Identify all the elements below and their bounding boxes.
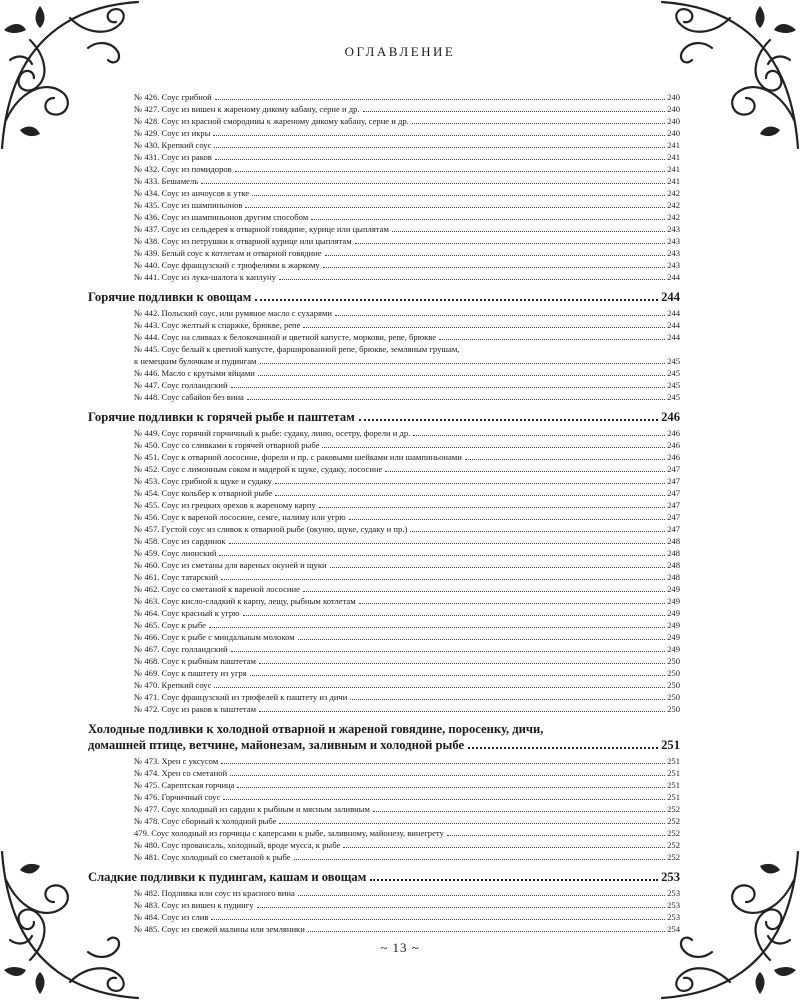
toc-page-number: 244 bbox=[667, 320, 680, 330]
toc-entry[interactable] bbox=[88, 619, 680, 631]
toc-page-number: 245 bbox=[667, 368, 680, 378]
toc-entry-title: № 472. Соус из раков к паштетам bbox=[134, 704, 257, 714]
toc-entry[interactable] bbox=[88, 559, 680, 571]
dot-leader bbox=[392, 231, 665, 232]
dot-leader bbox=[298, 639, 665, 640]
dot-leader bbox=[201, 183, 665, 184]
toc-entry-title: № 435. Соус из шампиньонов bbox=[134, 200, 243, 210]
page-title: ОГЛАВЛЕНИЕ bbox=[344, 44, 456, 59]
toc-entry-title: № 460. Соус из сметаны для вареных окуней и щуки bbox=[134, 560, 327, 570]
dot-leader bbox=[349, 519, 665, 520]
toc-page-number: 252 bbox=[667, 816, 680, 826]
toc-page-number: 240 bbox=[667, 128, 680, 138]
toc-page-number: 250 bbox=[667, 680, 680, 690]
toc-page-number: 245 bbox=[667, 380, 680, 390]
dot-leader bbox=[213, 135, 665, 136]
dot-leader bbox=[322, 447, 665, 448]
toc-page-number: 247 bbox=[667, 500, 680, 510]
toc-entry-title: № 446. Масло с крутыми яйцами bbox=[134, 368, 255, 378]
toc-entry[interactable] bbox=[88, 379, 680, 391]
toc-entry-title: № 458. Соус из сардинок bbox=[134, 536, 226, 546]
dot-leader bbox=[243, 615, 666, 616]
toc-page-number: 247 bbox=[667, 488, 680, 498]
toc-entry[interactable] bbox=[88, 367, 680, 379]
toc-entry-title: № 449. Соус горячий горчичный к рыбе: судаку, линю, осетру, форели и др. bbox=[134, 428, 411, 438]
toc-entry-title: № 464. Соус красный к угрю bbox=[134, 608, 240, 618]
dot-leader bbox=[223, 799, 665, 800]
toc-entry-title: № 431. Соус из раков bbox=[134, 152, 212, 162]
toc-entry-title: № 475. Сарептская горчица bbox=[134, 780, 235, 790]
page-number: ~ 13 ~ bbox=[380, 940, 420, 955]
table-of-contents bbox=[88, 91, 680, 935]
dot-leader bbox=[413, 435, 665, 436]
toc-page-number: 247 bbox=[667, 512, 680, 522]
dot-leader bbox=[255, 299, 658, 301]
toc-page-number: 244 bbox=[667, 308, 680, 318]
toc-entry-title: № 478. Соус сборный к холодной рыбе bbox=[134, 816, 277, 826]
toc-entry[interactable] bbox=[88, 571, 680, 583]
toc-entry-title: № 453. Соус грибной к щуке и судаку bbox=[134, 476, 272, 486]
toc-page-number: 253 bbox=[667, 900, 680, 910]
toc-entry[interactable] bbox=[88, 451, 680, 463]
toc-page-number: 249 bbox=[667, 632, 680, 642]
toc-entry-title: № 450. Соус со сливками к горячей отварной рыбе bbox=[134, 440, 320, 450]
toc-page-number: 246 bbox=[667, 452, 680, 462]
toc-entry[interactable] bbox=[88, 427, 680, 439]
toc-entry[interactable] bbox=[88, 475, 680, 487]
dot-leader bbox=[219, 555, 665, 556]
toc-entry-title: к немецким булочкам и пудингам bbox=[134, 356, 257, 366]
toc-page-number: 251 bbox=[667, 756, 680, 766]
dot-leader bbox=[214, 147, 665, 148]
toc-entry-title: № 477. Соус холодный из сардин к рыбным и мясным заливным bbox=[134, 804, 370, 814]
toc-entry-title: № 439. Белый соус к котлетам и отварной говядине bbox=[134, 248, 322, 258]
toc-page-number: 248 bbox=[667, 560, 680, 570]
dot-leader bbox=[231, 387, 666, 388]
dot-leader bbox=[447, 835, 665, 836]
dot-leader bbox=[275, 483, 665, 484]
toc-entry[interactable] bbox=[88, 319, 680, 331]
toc-entry-title: № 484. Соус из слив bbox=[134, 912, 209, 922]
toc-entry-title: № 443. Соус желтый к спаржке, брюкве, репе bbox=[134, 320, 301, 330]
toc-entry-title: № 433. Бешамель bbox=[134, 176, 199, 186]
toc-entry[interactable] bbox=[88, 691, 680, 703]
toc-entry[interactable] bbox=[88, 511, 680, 523]
toc-entry[interactable] bbox=[88, 127, 680, 139]
toc-entry[interactable] bbox=[88, 355, 680, 367]
toc-page-number: 253 bbox=[661, 870, 680, 884]
toc-entry[interactable] bbox=[88, 791, 680, 803]
toc-page-number: 242 bbox=[667, 188, 680, 198]
toc-entry[interactable] bbox=[88, 463, 680, 475]
toc-entry[interactable] bbox=[88, 703, 680, 715]
toc-entry-title: № 432. Соус из помидоров bbox=[134, 164, 232, 174]
toc-page-number: 241 bbox=[667, 140, 680, 150]
toc-page-number: 243 bbox=[667, 236, 680, 246]
toc-entry[interactable] bbox=[88, 803, 680, 815]
toc-entry[interactable] bbox=[88, 331, 680, 343]
toc-entry[interactable] bbox=[88, 211, 680, 223]
toc-entry-title: № 441. Соус из лука-шалота к каплуну bbox=[134, 272, 276, 282]
toc-section-heading[interactable] bbox=[88, 869, 680, 885]
dot-leader bbox=[343, 847, 665, 848]
dot-leader bbox=[359, 419, 658, 421]
toc-entry-title: № 473. Хрен с уксусом bbox=[134, 756, 219, 766]
toc-entry-title: № 481. Соус холодный со сметаной к рыбе bbox=[134, 852, 291, 862]
dot-leader bbox=[259, 663, 665, 664]
toc-entry[interactable] bbox=[88, 655, 680, 667]
toc-entry-title: № 429. Соус из икры bbox=[134, 128, 211, 138]
dot-leader bbox=[215, 99, 665, 100]
toc-entry[interactable] bbox=[88, 103, 680, 115]
toc-entry-title: № 454. Соус кольбер к отварной рыбе bbox=[134, 488, 273, 498]
toc-page-number: 252 bbox=[667, 828, 680, 838]
toc-page-number: 248 bbox=[667, 548, 680, 558]
dot-leader bbox=[231, 651, 666, 652]
toc-entry-title: № 465. Соус к рыбе bbox=[134, 620, 206, 630]
toc-entry-title: № 471. Соус французский из трюфелей к паштету из дичи bbox=[134, 692, 348, 702]
toc-entry-title: № 467. Соус голландский bbox=[134, 644, 228, 654]
dot-leader bbox=[221, 763, 665, 764]
toc-page-number: 241 bbox=[667, 152, 680, 162]
toc-page-number: 248 bbox=[667, 536, 680, 546]
toc-page-number: 249 bbox=[667, 608, 680, 618]
toc-entry-title: № 470. Крепкий соус bbox=[134, 680, 212, 690]
toc-page-number: 253 bbox=[667, 888, 680, 898]
toc-entry[interactable] bbox=[88, 679, 680, 691]
toc-page-number: 252 bbox=[667, 804, 680, 814]
dot-leader bbox=[235, 171, 665, 172]
toc-page-number: 242 bbox=[667, 212, 680, 222]
toc-page-number: 251 bbox=[661, 738, 680, 752]
dot-leader bbox=[250, 675, 665, 676]
toc-entry-title: № 463. Соус кисло-сладкий к карпу, лещу, рыбным котлетам bbox=[134, 596, 356, 606]
dot-leader bbox=[363, 111, 666, 112]
toc-entry-title: № 440. Соус французский с трюфелями к жаркому bbox=[134, 260, 320, 270]
toc-page-number: 247 bbox=[667, 476, 680, 486]
section-title-line: Горячие подливки к овощам bbox=[88, 290, 252, 304]
toc-entry-title: № 457. Густой соус из сливок к отварной рыбе (окуню, щуке, судаку и пр.) bbox=[134, 524, 408, 534]
toc-page-number: 252 bbox=[667, 852, 680, 862]
dot-leader bbox=[245, 207, 665, 208]
dot-leader bbox=[211, 919, 665, 920]
toc-entry[interactable] bbox=[88, 779, 680, 791]
toc-entry-title: № 430. Крепкий соус bbox=[134, 140, 212, 150]
toc-entry[interactable] bbox=[88, 755, 680, 767]
dot-leader bbox=[465, 459, 665, 460]
toc-section-heading[interactable] bbox=[88, 409, 680, 425]
toc-entry-title: № 452. Соус с лимонным соком и мадерой к щуке, судаку, лососине bbox=[134, 464, 383, 474]
dot-leader bbox=[373, 811, 665, 812]
dot-leader bbox=[412, 123, 665, 124]
toc-page-number: 246 bbox=[661, 410, 680, 424]
toc-page-number: 243 bbox=[667, 260, 680, 270]
dot-leader bbox=[247, 399, 665, 400]
dot-leader bbox=[258, 375, 665, 376]
corner-ornament-icon bbox=[660, 0, 800, 150]
toc-page-number: 242 bbox=[667, 200, 680, 210]
dot-leader bbox=[303, 327, 665, 328]
section-title-line: Сладкие подливки к пудингам, кашам и овощам bbox=[88, 870, 367, 884]
dot-leader bbox=[259, 711, 665, 712]
toc-page-number: 244 bbox=[667, 332, 680, 342]
dot-leader bbox=[275, 495, 665, 496]
toc-entry[interactable] bbox=[88, 91, 680, 103]
toc-page-number: 247 bbox=[667, 524, 680, 534]
toc-page-number: 243 bbox=[667, 224, 680, 234]
toc-entry-title: № 474. Хрен со сметаной bbox=[134, 768, 228, 778]
toc-page-number: 240 bbox=[667, 92, 680, 102]
toc-entry[interactable] bbox=[88, 839, 680, 851]
dot-leader bbox=[257, 907, 666, 908]
toc-page-number: 251 bbox=[667, 792, 680, 802]
toc-entry[interactable] bbox=[88, 583, 680, 595]
toc-entry[interactable] bbox=[88, 151, 680, 163]
toc-section-heading[interactable] bbox=[88, 721, 680, 753]
toc-page-number: 251 bbox=[667, 768, 680, 778]
toc-entry[interactable] bbox=[88, 259, 680, 271]
toc-entry-title: № 476. Горчичный соус bbox=[134, 792, 221, 802]
dot-leader bbox=[209, 627, 665, 628]
toc-page-number: 249 bbox=[667, 644, 680, 654]
dot-leader bbox=[279, 823, 665, 824]
toc-entry-title: № 426. Соус грибной bbox=[134, 92, 212, 102]
toc-entry[interactable] bbox=[88, 487, 680, 499]
dot-leader bbox=[323, 267, 665, 268]
dot-leader bbox=[214, 687, 665, 688]
toc-entry-title: № 447. Соус голландский bbox=[134, 380, 228, 390]
dot-leader bbox=[335, 315, 665, 316]
dot-leader bbox=[319, 507, 665, 508]
toc-page-number: 252 bbox=[667, 840, 680, 850]
dot-leader bbox=[298, 895, 665, 896]
toc-entry-title: № 469. Соус к паштету из угря bbox=[134, 668, 247, 678]
toc-entry-title: № 461. Соус татарский bbox=[134, 572, 219, 582]
toc-entry[interactable] bbox=[88, 827, 680, 839]
toc-page-number: 250 bbox=[667, 668, 680, 678]
dot-leader bbox=[370, 879, 658, 881]
toc-entry[interactable] bbox=[88, 175, 680, 187]
toc-entry-title: № 466. Соус к рыбе с миндальным молоком bbox=[134, 632, 295, 642]
dot-leader bbox=[221, 579, 665, 580]
toc-page-number: 250 bbox=[667, 656, 680, 666]
toc-entry[interactable] bbox=[88, 199, 680, 211]
toc-entry[interactable] bbox=[88, 547, 680, 559]
dot-leader bbox=[252, 195, 665, 196]
toc-page-number: 240 bbox=[667, 116, 680, 126]
toc-entry[interactable] bbox=[88, 247, 680, 259]
dot-leader bbox=[260, 363, 666, 364]
toc-entry-title: № 445. Соус белый к цветной капусте, фаршированной репе, брюкве, земляным грушам, bbox=[134, 344, 460, 354]
toc-entry[interactable] bbox=[88, 887, 680, 899]
dot-leader bbox=[359, 603, 665, 604]
toc-entry[interactable] bbox=[88, 187, 680, 199]
toc-section-heading[interactable] bbox=[88, 289, 680, 305]
dot-leader bbox=[385, 471, 665, 472]
toc-entry[interactable] bbox=[88, 271, 680, 283]
toc-entry-title: № 485. Соус из свежей малины или земляники bbox=[134, 924, 305, 934]
toc-entry[interactable] bbox=[88, 643, 680, 655]
toc-page-number: 246 bbox=[667, 428, 680, 438]
dot-leader bbox=[215, 159, 665, 160]
toc-entry-title: № 428. Соус из красной смородины к жареному дикому кабану, серне и др. bbox=[134, 116, 409, 126]
toc-entry[interactable] bbox=[88, 139, 680, 151]
toc-page-number: 245 bbox=[667, 356, 680, 366]
section-title-line: Холодные подливки к холодной отварной и жареной говядине, поросенку, дичи, bbox=[88, 722, 544, 736]
toc-entry[interactable] bbox=[88, 439, 680, 451]
toc-entry[interactable] bbox=[88, 535, 680, 547]
toc-page-number: 241 bbox=[667, 164, 680, 174]
dot-leader bbox=[294, 859, 666, 860]
toc-entry-title: № 451. Соус к отварной лососине, форели и пр. с раковыми шейками или шампиньонами bbox=[134, 452, 462, 462]
toc-page-number: 244 bbox=[667, 272, 680, 282]
dot-leader bbox=[439, 339, 665, 340]
dot-leader bbox=[468, 747, 658, 749]
toc-entry[interactable] bbox=[88, 595, 680, 607]
dot-leader bbox=[237, 787, 665, 788]
toc-entry[interactable] bbox=[88, 667, 680, 679]
toc-page-number: 253 bbox=[667, 912, 680, 922]
toc-entry-title: № 480. Соус провансаль, холодный, вроде мусса, к рыбе bbox=[134, 840, 341, 850]
dot-leader bbox=[410, 531, 665, 532]
toc-entry-title: № 437. Соус из сельдерея к отварной говядине, курице или цыплятам bbox=[134, 224, 389, 234]
toc-entry[interactable] bbox=[88, 607, 680, 619]
toc-entry[interactable] bbox=[88, 631, 680, 643]
toc-page-number: 245 bbox=[667, 392, 680, 402]
toc-entry[interactable] bbox=[88, 223, 680, 235]
toc-page-number: 249 bbox=[667, 584, 680, 594]
toc-entry-title: № 482. Подливка или соус из красного вина bbox=[134, 888, 295, 898]
toc-entry[interactable] bbox=[88, 307, 680, 319]
toc-page-number: 246 bbox=[667, 440, 680, 450]
toc-entry-title: № 427. Соус из вишен к жареному дикому кабану, серне и др. bbox=[134, 104, 360, 114]
toc-page-number: 247 bbox=[667, 464, 680, 474]
toc-page-number: 243 bbox=[667, 248, 680, 258]
toc-entry[interactable] bbox=[88, 235, 680, 247]
toc-entry[interactable] bbox=[88, 115, 680, 127]
toc-entry[interactable] bbox=[88, 899, 680, 911]
toc-page-number: 249 bbox=[667, 596, 680, 606]
toc-page-number: 250 bbox=[667, 704, 680, 714]
toc-entry-title: № 442. Польский соус, или румяное масло с сухарями bbox=[134, 308, 333, 318]
dot-leader bbox=[229, 543, 666, 544]
toc-page-number: 250 bbox=[667, 692, 680, 702]
dot-leader bbox=[311, 219, 665, 220]
dot-leader bbox=[308, 931, 665, 932]
toc-entry-title: 479. Соус холодный из горчицы с каперсами к рыбе, заливному, майонезу, винегрету bbox=[134, 828, 444, 838]
toc-entry-title: № 444. Соус на сливках к белокочанной и цветной капусте, моркови, репе, брюкве bbox=[134, 332, 437, 342]
dot-leader bbox=[303, 591, 665, 592]
toc-entry[interactable] bbox=[88, 499, 680, 511]
corner-ornament-icon bbox=[660, 850, 800, 1000]
section-title-line: домашней птице, ветчине, майонезам, заливным и холодной рыбе bbox=[88, 738, 465, 752]
section-title-line: Горячие подливки к горячей рыбе и паштетам bbox=[88, 410, 355, 424]
toc-entry[interactable] bbox=[88, 163, 680, 175]
toc-page-number: 254 bbox=[667, 924, 680, 934]
toc-entry-title: № 483. Соус из вишен к пудингу bbox=[134, 900, 254, 910]
dot-leader bbox=[350, 699, 665, 700]
dot-leader bbox=[330, 567, 666, 568]
dot-leader bbox=[230, 775, 665, 776]
toc-page-number: 248 bbox=[667, 572, 680, 582]
toc-entry-title: № 436. Соус из шампиньонов другим способом bbox=[134, 212, 309, 222]
toc-entry[interactable] bbox=[88, 851, 680, 863]
toc-entry-title: № 438. Соус из петрушки к отварной курице или цыплятам bbox=[134, 236, 352, 246]
toc-entry[interactable] bbox=[88, 343, 680, 355]
toc-entry-title: № 459. Соус лионский bbox=[134, 548, 217, 558]
toc-page-number: 244 bbox=[661, 290, 680, 304]
toc-entry[interactable] bbox=[88, 523, 680, 535]
toc-entry-title: № 462. Соус со сметаной к вареной лососине bbox=[134, 584, 300, 594]
toc-entry[interactable] bbox=[88, 911, 680, 923]
dot-leader bbox=[355, 243, 665, 244]
toc-entry-title: № 456. Соус к вареной лососине, семге, налиму или угрю bbox=[134, 512, 346, 522]
dot-leader bbox=[325, 255, 666, 256]
toc-page-number: 240 bbox=[667, 104, 680, 114]
toc-entry-title: № 455. Соус из грецких орехов к жареному карпу bbox=[134, 500, 316, 510]
dot-leader bbox=[279, 279, 665, 280]
toc-entry-title: № 468. Соус к рыбным паштетам bbox=[134, 656, 256, 666]
toc-entry-title: № 448. Соус сабайон без вина bbox=[134, 392, 244, 402]
toc-entry[interactable] bbox=[88, 767, 680, 779]
toc-page-number: 251 bbox=[667, 780, 680, 790]
toc-page-number: 241 bbox=[667, 176, 680, 186]
toc-page-number: 249 bbox=[667, 620, 680, 630]
toc-entry[interactable] bbox=[88, 391, 680, 403]
toc-entry-title: № 434. Соус из анчоусов к утке bbox=[134, 188, 250, 198]
toc-entry[interactable] bbox=[88, 923, 680, 935]
toc-entry[interactable] bbox=[88, 815, 680, 827]
